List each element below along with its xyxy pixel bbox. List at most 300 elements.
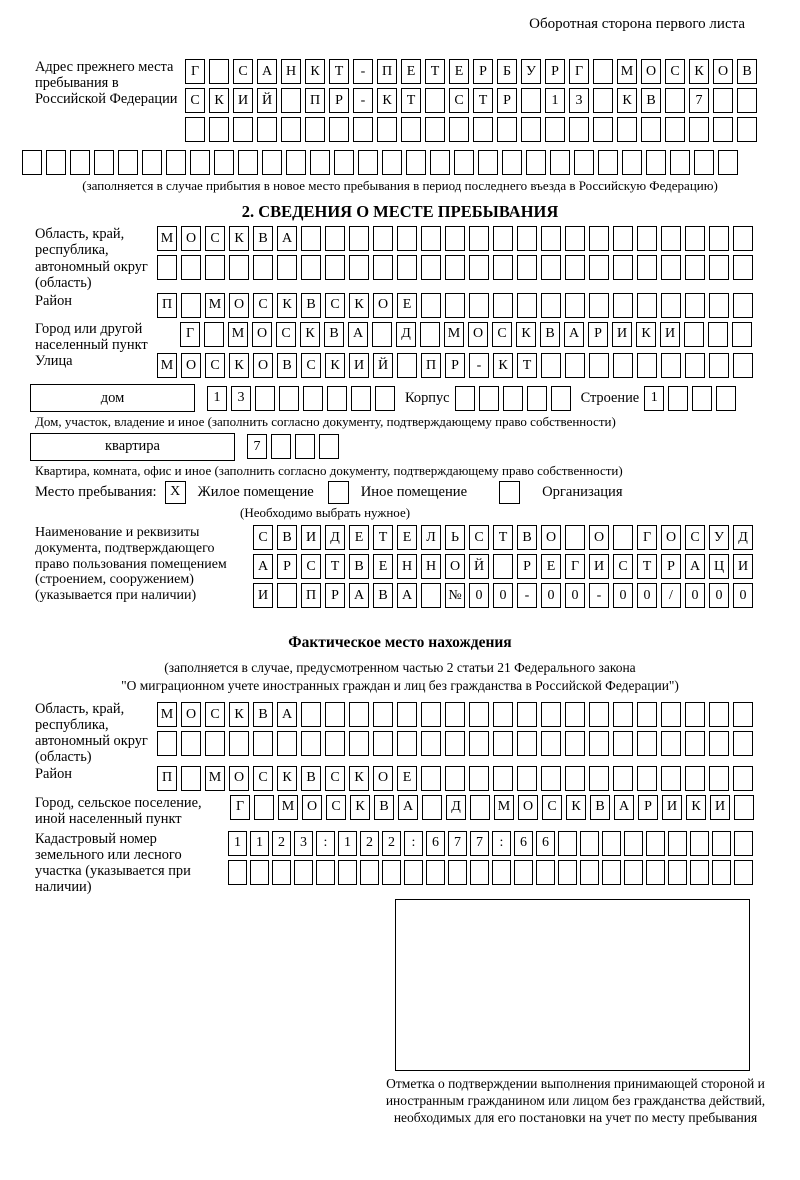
char-box[interactable] [421,702,441,727]
char-box[interactable]: И [233,88,253,113]
char-box[interactable] [382,150,402,175]
char-box[interactable] [271,434,291,459]
char-box[interactable] [250,860,269,885]
char-box[interactable] [565,731,585,756]
char-box[interactable] [445,226,465,251]
char-box[interactable] [479,386,499,411]
char-box[interactable] [421,766,441,791]
char-box[interactable] [545,117,565,142]
char-box[interactable] [733,226,753,251]
char-box[interactable] [617,117,637,142]
char-box[interactable] [517,766,537,791]
char-box[interactable] [685,766,705,791]
char-box[interactable] [493,766,513,791]
char-box[interactable] [253,731,273,756]
char-box[interactable] [469,731,489,756]
char-box[interactable] [279,386,299,411]
char-box[interactable] [502,150,522,175]
char-box[interactable] [445,766,465,791]
char-box[interactable]: 0 [565,583,585,608]
char-box[interactable] [497,117,517,142]
char-box[interactable] [469,702,489,727]
char-box[interactable]: Р [277,554,297,579]
char-box[interactable]: В [301,766,321,791]
char-box[interactable]: Е [349,525,369,550]
char-box[interactable]: И [301,525,321,550]
char-box[interactable] [205,731,225,756]
char-box[interactable] [478,150,498,175]
char-box[interactable] [181,293,201,318]
char-box[interactable]: 0 [469,583,489,608]
char-box[interactable] [349,255,369,280]
char-box[interactable] [294,860,313,885]
char-box[interactable]: С [205,226,225,251]
char-box[interactable]: К [300,322,320,347]
char-box[interactable]: О [181,226,201,251]
char-box[interactable]: 0 [493,583,513,608]
char-box[interactable]: Г [180,322,200,347]
char-box[interactable]: С [542,795,562,820]
char-box[interactable]: № [445,583,465,608]
char-box[interactable]: - [353,88,373,113]
char-box[interactable] [685,702,705,727]
char-box[interactable]: Д [446,795,466,820]
char-box[interactable] [690,831,709,856]
char-box[interactable]: А [349,583,369,608]
char-box[interactable] [709,766,729,791]
char-box[interactable] [209,117,229,142]
char-box[interactable]: С [492,322,512,347]
char-box[interactable]: Р [445,353,465,378]
char-box[interactable] [637,226,657,251]
char-box[interactable] [589,255,609,280]
char-box[interactable]: 2 [360,831,379,856]
char-box[interactable] [325,731,345,756]
char-box[interactable]: К [566,795,586,820]
char-box[interactable]: М [228,322,248,347]
char-box[interactable] [569,117,589,142]
char-box[interactable] [613,731,633,756]
char-box[interactable]: Т [401,88,421,113]
char-box[interactable] [349,226,369,251]
char-box[interactable]: Н [397,554,417,579]
char-box[interactable] [445,702,465,727]
char-box[interactable]: В [253,702,273,727]
char-box[interactable] [329,117,349,142]
char-box[interactable] [262,150,282,175]
char-box[interactable] [668,860,687,885]
char-box[interactable] [514,860,533,885]
char-box[interactable]: П [157,766,177,791]
char-box[interactable] [351,386,371,411]
char-box[interactable] [709,226,729,251]
char-box[interactable] [469,255,489,280]
char-box[interactable]: И [589,554,609,579]
char-box[interactable]: 3 [294,831,313,856]
char-box[interactable] [425,117,445,142]
char-box[interactable]: Д [325,525,345,550]
char-box[interactable]: Д [733,525,753,550]
char-box[interactable]: И [710,795,730,820]
char-box[interactable]: К [516,322,536,347]
char-box[interactable] [493,554,513,579]
char-box[interactable] [668,386,688,411]
char-box[interactable] [503,386,523,411]
char-box[interactable]: Й [373,353,393,378]
char-box[interactable]: Т [425,59,445,84]
char-box[interactable]: К [209,88,229,113]
char-box[interactable]: Ь [445,525,465,550]
char-box[interactable] [602,860,621,885]
char-box[interactable] [733,255,753,280]
char-box[interactable]: С [325,293,345,318]
char-box[interactable]: Р [661,554,681,579]
char-box[interactable] [233,117,253,142]
char-box[interactable]: - [353,59,373,84]
char-box[interactable]: А [398,795,418,820]
char-box[interactable]: Т [325,554,345,579]
char-box[interactable] [737,117,757,142]
char-box[interactable]: О [713,59,733,84]
char-box[interactable] [421,293,441,318]
char-box[interactable] [641,117,661,142]
char-box[interactable] [349,702,369,727]
char-box[interactable] [565,525,585,550]
char-box[interactable] [670,150,690,175]
char-box[interactable]: 7 [247,434,267,459]
char-box[interactable] [401,117,421,142]
char-box[interactable]: 0 [733,583,753,608]
char-box[interactable]: Р [638,795,658,820]
char-box[interactable] [637,255,657,280]
char-box[interactable] [349,731,369,756]
char-box[interactable] [593,117,613,142]
char-box[interactable]: Е [401,59,421,84]
char-box[interactable]: А [257,59,277,84]
char-box[interactable] [613,293,633,318]
char-box[interactable]: О [181,353,201,378]
char-box[interactable] [377,117,397,142]
char-box[interactable] [734,831,753,856]
char-box[interactable] [565,255,585,280]
char-box[interactable] [397,702,417,727]
char-box[interactable]: 6 [426,831,445,856]
char-box[interactable]: Т [473,88,493,113]
char-box[interactable]: И [660,322,680,347]
char-box[interactable]: : [316,831,335,856]
char-box[interactable] [613,353,633,378]
char-box[interactable]: 3 [569,88,589,113]
char-box[interactable] [718,150,738,175]
char-box[interactable]: 2 [382,831,401,856]
char-box[interactable] [492,860,511,885]
char-box[interactable] [118,150,138,175]
char-box[interactable]: С [233,59,253,84]
char-box[interactable] [668,831,687,856]
char-box[interactable] [70,150,90,175]
char-box[interactable]: А [253,554,273,579]
stay-option-organization-checkbox[interactable] [499,481,520,504]
char-box[interactable] [94,150,114,175]
char-box[interactable] [565,766,585,791]
char-box[interactable]: М [157,226,177,251]
char-box[interactable] [550,150,570,175]
char-box[interactable]: Н [281,59,301,84]
char-box[interactable]: 6 [536,831,555,856]
char-box[interactable]: Л [421,525,441,550]
char-box[interactable]: 1 [228,831,247,856]
char-box[interactable] [565,353,585,378]
char-box[interactable]: Т [373,525,393,550]
char-box[interactable] [421,226,441,251]
char-box[interactable] [613,525,633,550]
char-box[interactable] [589,226,609,251]
char-box[interactable] [602,831,621,856]
char-box[interactable]: О [589,525,609,550]
char-box[interactable] [338,860,357,885]
char-box[interactable] [637,731,657,756]
char-box[interactable]: В [540,322,560,347]
char-box[interactable] [181,766,201,791]
char-box[interactable]: К [305,59,325,84]
char-box[interactable]: К [350,795,370,820]
char-box[interactable] [558,831,577,856]
char-box[interactable]: О [253,353,273,378]
char-box[interactable]: Ц [709,554,729,579]
char-box[interactable] [637,353,657,378]
char-box[interactable] [716,386,736,411]
char-box[interactable] [712,831,731,856]
char-box[interactable] [689,117,709,142]
char-box[interactable] [325,702,345,727]
char-box[interactable]: О [302,795,322,820]
char-box[interactable] [637,293,657,318]
char-box[interactable] [181,255,201,280]
char-box[interactable] [593,88,613,113]
char-box[interactable] [46,150,66,175]
char-box[interactable] [624,831,643,856]
char-box[interactable] [685,255,705,280]
char-box[interactable] [646,860,665,885]
char-box[interactable]: М [205,766,225,791]
char-box[interactable]: 0 [685,583,705,608]
char-box[interactable] [204,322,224,347]
char-box[interactable]: 3 [231,386,251,411]
char-box[interactable]: С [685,525,705,550]
char-box[interactable] [685,731,705,756]
char-box[interactable] [257,117,277,142]
char-box[interactable] [397,731,417,756]
char-box[interactable]: К [325,353,345,378]
char-box[interactable] [397,226,417,251]
char-box[interactable] [373,226,393,251]
char-box[interactable] [301,255,321,280]
char-box[interactable] [622,150,642,175]
char-box[interactable]: В [277,525,297,550]
char-box[interactable] [685,293,705,318]
char-box[interactable]: С [469,525,489,550]
char-box[interactable] [469,766,489,791]
char-box[interactable]: К [229,353,249,378]
char-box[interactable] [551,386,571,411]
char-box[interactable]: Г [569,59,589,84]
char-box[interactable]: К [686,795,706,820]
char-box[interactable]: С [185,88,205,113]
char-box[interactable] [445,731,465,756]
char-box[interactable]: 7 [470,831,489,856]
char-box[interactable]: Р [517,554,537,579]
char-box[interactable] [541,702,561,727]
char-box[interactable]: Т [637,554,657,579]
char-box[interactable] [373,731,393,756]
char-box[interactable]: В [349,554,369,579]
char-box[interactable]: Й [469,554,489,579]
char-box[interactable] [305,117,325,142]
char-box[interactable] [541,226,561,251]
char-box[interactable] [661,226,681,251]
char-box[interactable] [527,386,547,411]
char-box[interactable]: К [636,322,656,347]
char-box[interactable] [358,150,378,175]
char-box[interactable] [445,293,465,318]
char-box[interactable] [517,226,537,251]
char-box[interactable]: 6 [514,831,533,856]
char-box[interactable]: К [277,293,297,318]
char-box[interactable]: Е [397,525,417,550]
char-box[interactable]: К [349,293,369,318]
char-box[interactable]: 1 [545,88,565,113]
char-box[interactable] [661,255,681,280]
char-box[interactable] [685,353,705,378]
char-box[interactable]: - [469,353,489,378]
char-box[interactable]: Р [325,583,345,608]
char-box[interactable] [646,831,665,856]
char-box[interactable] [473,117,493,142]
char-box[interactable] [558,860,577,885]
char-box[interactable] [493,226,513,251]
char-box[interactable] [469,226,489,251]
char-box[interactable]: / [661,583,681,608]
char-box[interactable] [382,860,401,885]
char-box[interactable] [580,831,599,856]
char-box[interactable]: Н [421,554,441,579]
char-box[interactable] [637,702,657,727]
char-box[interactable] [142,150,162,175]
char-box[interactable] [421,255,441,280]
char-box[interactable]: П [377,59,397,84]
char-box[interactable]: И [612,322,632,347]
char-box[interactable] [517,293,537,318]
char-box[interactable] [598,150,618,175]
char-box[interactable]: 1 [644,386,664,411]
char-box[interactable]: А [277,226,297,251]
char-box[interactable]: 0 [541,583,561,608]
char-box[interactable] [733,766,753,791]
char-box[interactable] [521,117,541,142]
char-box[interactable] [404,860,423,885]
char-box[interactable] [712,860,731,885]
char-box[interactable]: И [662,795,682,820]
char-box[interactable]: В [277,353,297,378]
char-box[interactable] [22,150,42,175]
char-box[interactable] [517,702,537,727]
char-box[interactable] [157,731,177,756]
char-box[interactable] [661,353,681,378]
char-box[interactable] [517,255,537,280]
char-box[interactable]: М [278,795,298,820]
char-box[interactable] [325,255,345,280]
char-box[interactable] [375,386,395,411]
char-box[interactable]: С [276,322,296,347]
char-box[interactable] [541,255,561,280]
char-box[interactable] [665,88,685,113]
char-box[interactable]: Г [637,525,657,550]
char-box[interactable] [646,150,666,175]
char-box[interactable]: К [689,59,709,84]
char-box[interactable] [624,860,643,885]
char-box[interactable]: О [252,322,272,347]
char-box[interactable] [589,353,609,378]
char-box[interactable] [541,766,561,791]
char-box[interactable] [334,150,354,175]
char-box[interactable]: Е [373,554,393,579]
char-box[interactable]: Р [545,59,565,84]
char-box[interactable]: А [614,795,634,820]
char-box[interactable] [708,322,728,347]
char-box[interactable]: Й [257,88,277,113]
char-box[interactable] [694,150,714,175]
char-box[interactable] [580,860,599,885]
char-box[interactable] [353,117,373,142]
char-box[interactable]: И [253,583,273,608]
char-box[interactable] [470,795,490,820]
stay-option-other-premises-checkbox[interactable] [328,481,349,504]
stay-option-residential-checkbox[interactable]: X [165,481,186,504]
char-box[interactable] [205,255,225,280]
char-box[interactable] [661,293,681,318]
char-box[interactable]: О [518,795,538,820]
char-box[interactable]: М [494,795,514,820]
char-box[interactable] [637,766,657,791]
char-box[interactable] [449,117,469,142]
char-box[interactable]: К [229,702,249,727]
char-box[interactable] [661,702,681,727]
char-box[interactable]: 0 [637,583,657,608]
char-box[interactable] [277,255,297,280]
char-box[interactable]: А [397,583,417,608]
char-box[interactable] [422,795,442,820]
char-box[interactable]: О [468,322,488,347]
char-box[interactable]: 0 [613,583,633,608]
char-box[interactable]: О [641,59,661,84]
char-box[interactable]: К [493,353,513,378]
char-box[interactable] [190,150,210,175]
char-box[interactable]: 2 [272,831,291,856]
char-box[interactable] [732,322,752,347]
char-box[interactable] [454,150,474,175]
char-box[interactable] [709,731,729,756]
char-box[interactable]: В [641,88,661,113]
char-box[interactable] [737,88,757,113]
char-box[interactable]: 0 [709,583,729,608]
char-box[interactable] [372,322,392,347]
char-box[interactable] [565,226,585,251]
char-box[interactable] [255,386,275,411]
char-box[interactable]: А [685,554,705,579]
char-box[interactable]: 7 [448,831,467,856]
char-box[interactable] [613,766,633,791]
char-box[interactable] [613,255,633,280]
